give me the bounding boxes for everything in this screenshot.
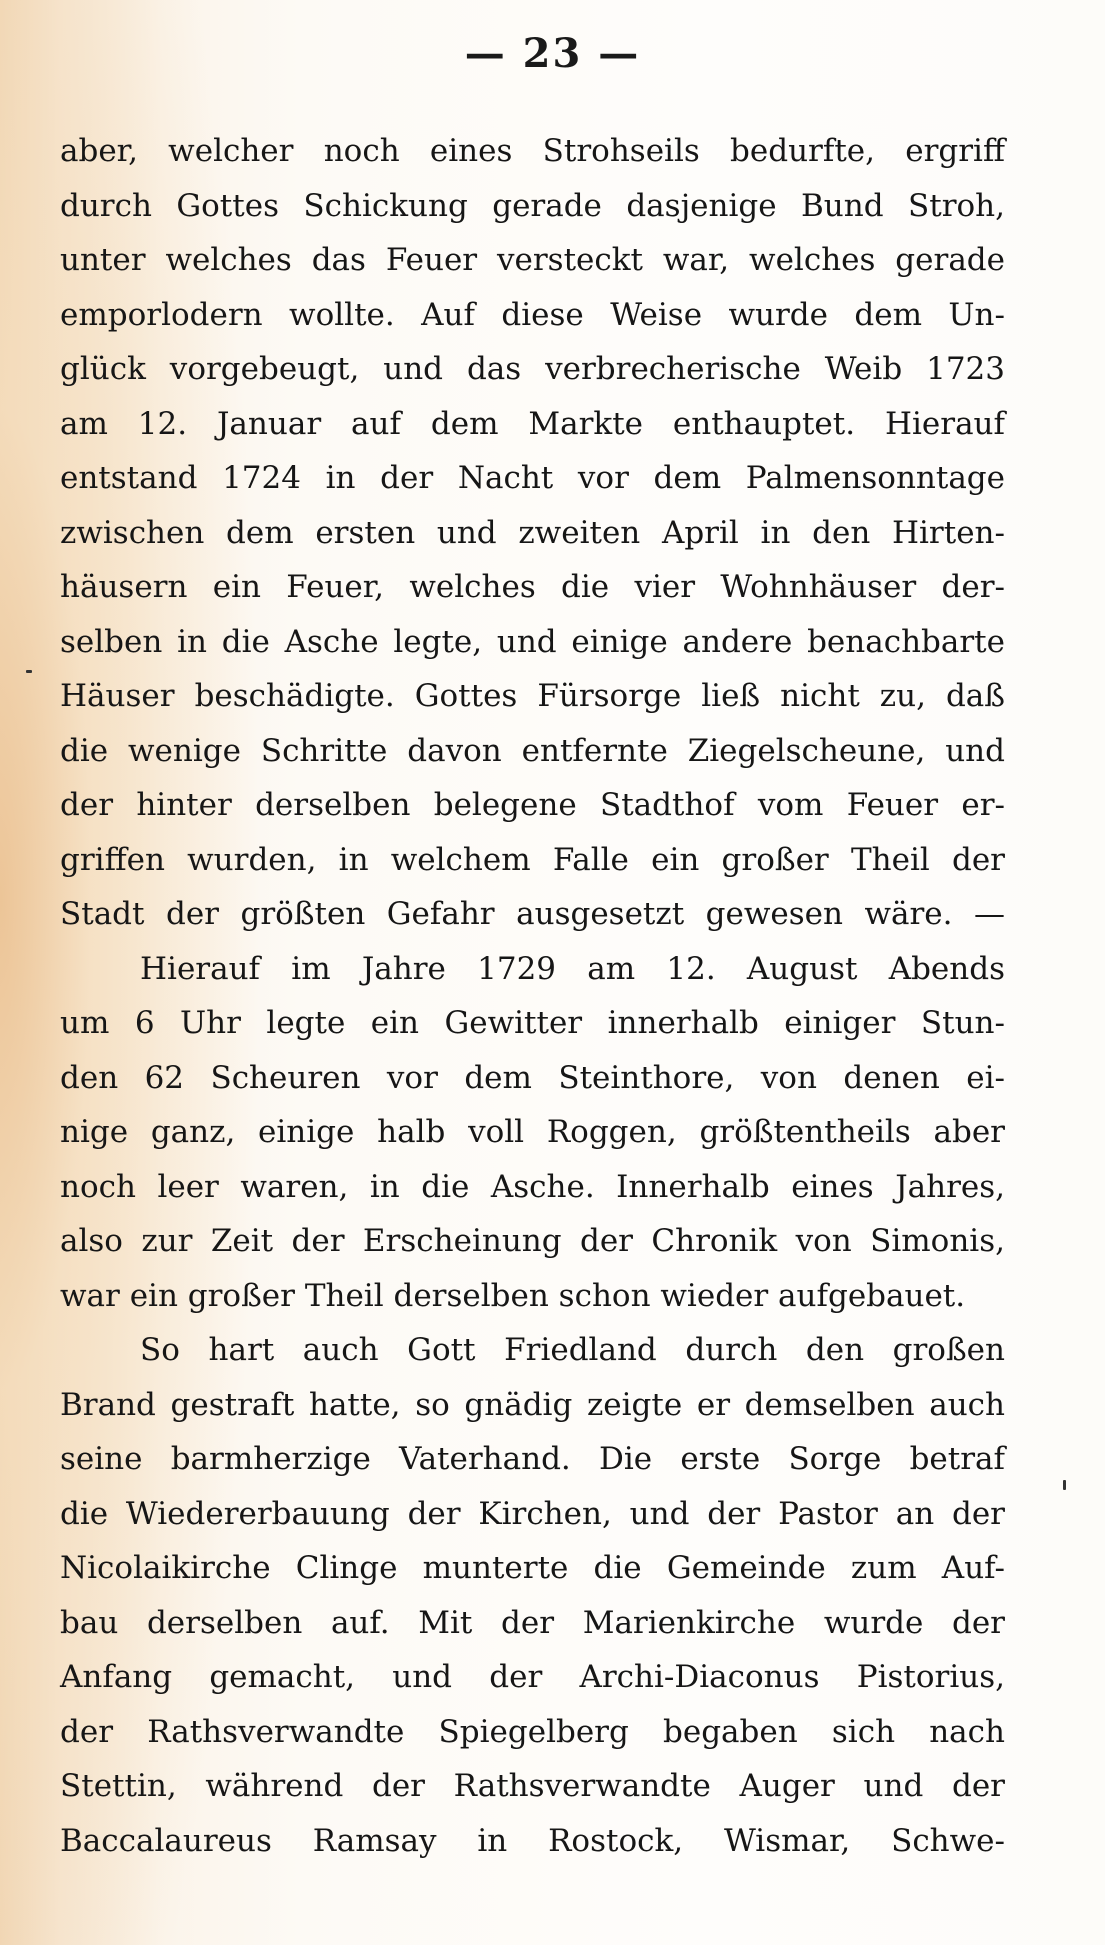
- text-line: Stettin, während der Rathsverwandte Auger und der: [60, 1768, 1005, 1804]
- text-line: griffen wurden, in welchem Falle ein großer Theil der: [60, 841, 1005, 878]
- paper-speck: [1063, 1480, 1066, 1490]
- body-text: [60, 124, 1005, 1868]
- text-line: die wenige Schritte davon entfernte Ziegelscheune, und: [60, 732, 1005, 769]
- text-line: Baccalaureus Ramsay in Rostock, Wismar, Schwe-: [60, 1822, 1005, 1859]
- text-line: häusern ein Feuer, welches die vier Wohnhäuser der-: [60, 569, 1005, 605]
- text-line: durch Gottes Schickung gerade dasjenige Bund Stroh,: [60, 187, 1005, 224]
- text-line: seine barmherzige Vaterhand. Die erste Sorge betraf: [60, 1441, 1005, 1477]
- page-number: — 23 —: [464, 30, 641, 77]
- text-line: der Rathsverwandte Spiegelberg begaben sich nach: [60, 1713, 1005, 1750]
- paper-speck: [26, 670, 32, 673]
- text-line: Häuser beschädigte. Gottes Fürsorge ließ nicht zu, daß: [60, 678, 1005, 714]
- text-line: Anfang gemacht, und der Archi-Diaconus Pistorius,: [60, 1659, 1005, 1695]
- text-line: Stadt der größten Gefahr ausgesetzt gewesen wäre. —: [60, 896, 1005, 932]
- text-line: noch leer waren, in die Asche. Innerhalb eines Jahres,: [60, 1168, 1005, 1205]
- text-line: aber, welcher noch eines Strohseils bedurfte, ergriff: [60, 133, 1005, 169]
- text-line: nige ganz, einige halb voll Roggen, größtentheils aber: [60, 1114, 1005, 1150]
- text-line: selben in die Asche legte, und einige andere benachbarte: [60, 623, 1005, 660]
- text-line: Nicolaikirche Clinge munterte die Gemeinde zum Auf-: [60, 1550, 1005, 1586]
- text-line: zwischen dem ersten und zweiten April in den Hirten-: [60, 514, 1005, 551]
- text-line: emporlodern wollte. Auf diese Weise wurde dem Un-: [60, 296, 1005, 333]
- text-line: Brand gestraft hatte, so gnädig zeigte er demselben auch: [60, 1386, 1005, 1423]
- text-line: die Wiedererbauung der Kirchen, und der Pastor an der: [60, 1495, 1005, 1532]
- text-line: den 62 Scheuren vor dem Steinthore, von denen ei-: [60, 1059, 1005, 1096]
- text-line-paragraph-end: war ein großer Theil derselben schon wieder aufgebauet.: [60, 1277, 966, 1314]
- text-line: am 12. Januar auf dem Markte enthauptet. Hierauf: [60, 405, 1005, 442]
- text-line: also zur Zeit der Erscheinung der Chronik von Simonis,: [60, 1223, 1005, 1259]
- text-line-paragraph-start: So hart auch Gott Friedland durch den großen: [140, 1332, 1005, 1368]
- text-line: um 6 Uhr legte ein Gewitter innerhalb einiger Stun-: [60, 1005, 1005, 1041]
- text-line: der hinter derselben belegene Stadthof vom Feuer er-: [60, 787, 1005, 823]
- text-line-paragraph-start: Hierauf im Jahre 1729 am 12. August Abends: [140, 950, 1005, 987]
- text-line: unter welches das Feuer versteckt war, welches gerade: [60, 242, 1005, 278]
- text-line: bau derselben auf. Mit der Marienkirche wurde der: [60, 1604, 1005, 1641]
- text-line: entstand 1724 in der Nacht vor dem Palmensonntage: [60, 460, 1005, 496]
- text-line: glück vorgebeugt, und das verbrecherische Weib 1723: [60, 351, 1005, 387]
